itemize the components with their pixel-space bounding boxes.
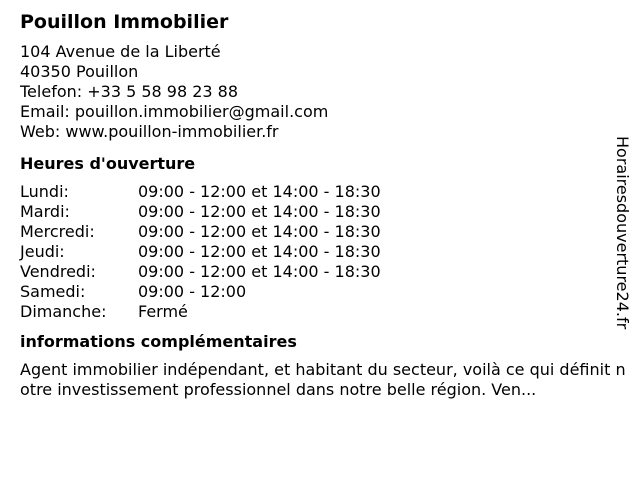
phone[interactable]: Telefon: +33 5 58 98 23 88 — [20, 82, 239, 101]
website[interactable]: Web: www.pouillon-immobilier.fr — [20, 122, 279, 141]
day-label: Mercredi: — [20, 222, 95, 241]
hours-row — [20, 182, 620, 202]
hours-title: Heures d'ouverture — [20, 154, 196, 173]
day-label: Lundi: — [20, 182, 69, 201]
site-watermark: Horairesdouverture24.fr — [613, 136, 632, 330]
hours-row — [20, 242, 620, 262]
email[interactable]: Email: pouillon.immobilier@gmail.com — [20, 102, 329, 121]
hours-row — [20, 262, 620, 282]
time-value: 09:00 - 12:00 et 14:00 - 18:30 — [138, 242, 381, 261]
time-value: 09:00 - 12:00 et 14:00 - 18:30 — [138, 182, 381, 201]
hours-table — [20, 182, 620, 322]
hours-row — [20, 202, 620, 222]
address-line1: 104 Avenue de la Liberté — [20, 42, 221, 61]
time-value: 09:00 - 12:00 et 14:00 - 18:30 — [138, 262, 381, 281]
day-label: Samedi: — [20, 282, 86, 301]
address-line2: 40350 Pouillon — [20, 62, 139, 81]
info-text: Agent immobilier indépendant, et habitant du secteur, voilà ce qui définit notre investissement professionnel dans notre belle région. Ven... — [20, 360, 626, 399]
hours-row — [20, 222, 620, 242]
info-title: informations complémentaires — [20, 332, 297, 351]
day-label: Dimanche: — [20, 302, 107, 321]
day-label: Vendredi: — [20, 262, 96, 281]
day-label: Mardi: — [20, 202, 70, 221]
time-value: 09:00 - 12:00 — [138, 282, 247, 301]
time-value: 09:00 - 12:00 et 14:00 - 18:30 — [138, 222, 381, 241]
day-label: Jeudi: — [20, 242, 65, 261]
time-value: Fermé — [138, 302, 188, 321]
business-name: Pouillon Immobilier — [20, 11, 229, 33]
contact-block — [20, 42, 620, 142]
hours-row — [20, 282, 620, 302]
time-value: 09:00 - 12:00 et 14:00 - 18:30 — [138, 202, 381, 221]
hours-row — [20, 302, 620, 322]
